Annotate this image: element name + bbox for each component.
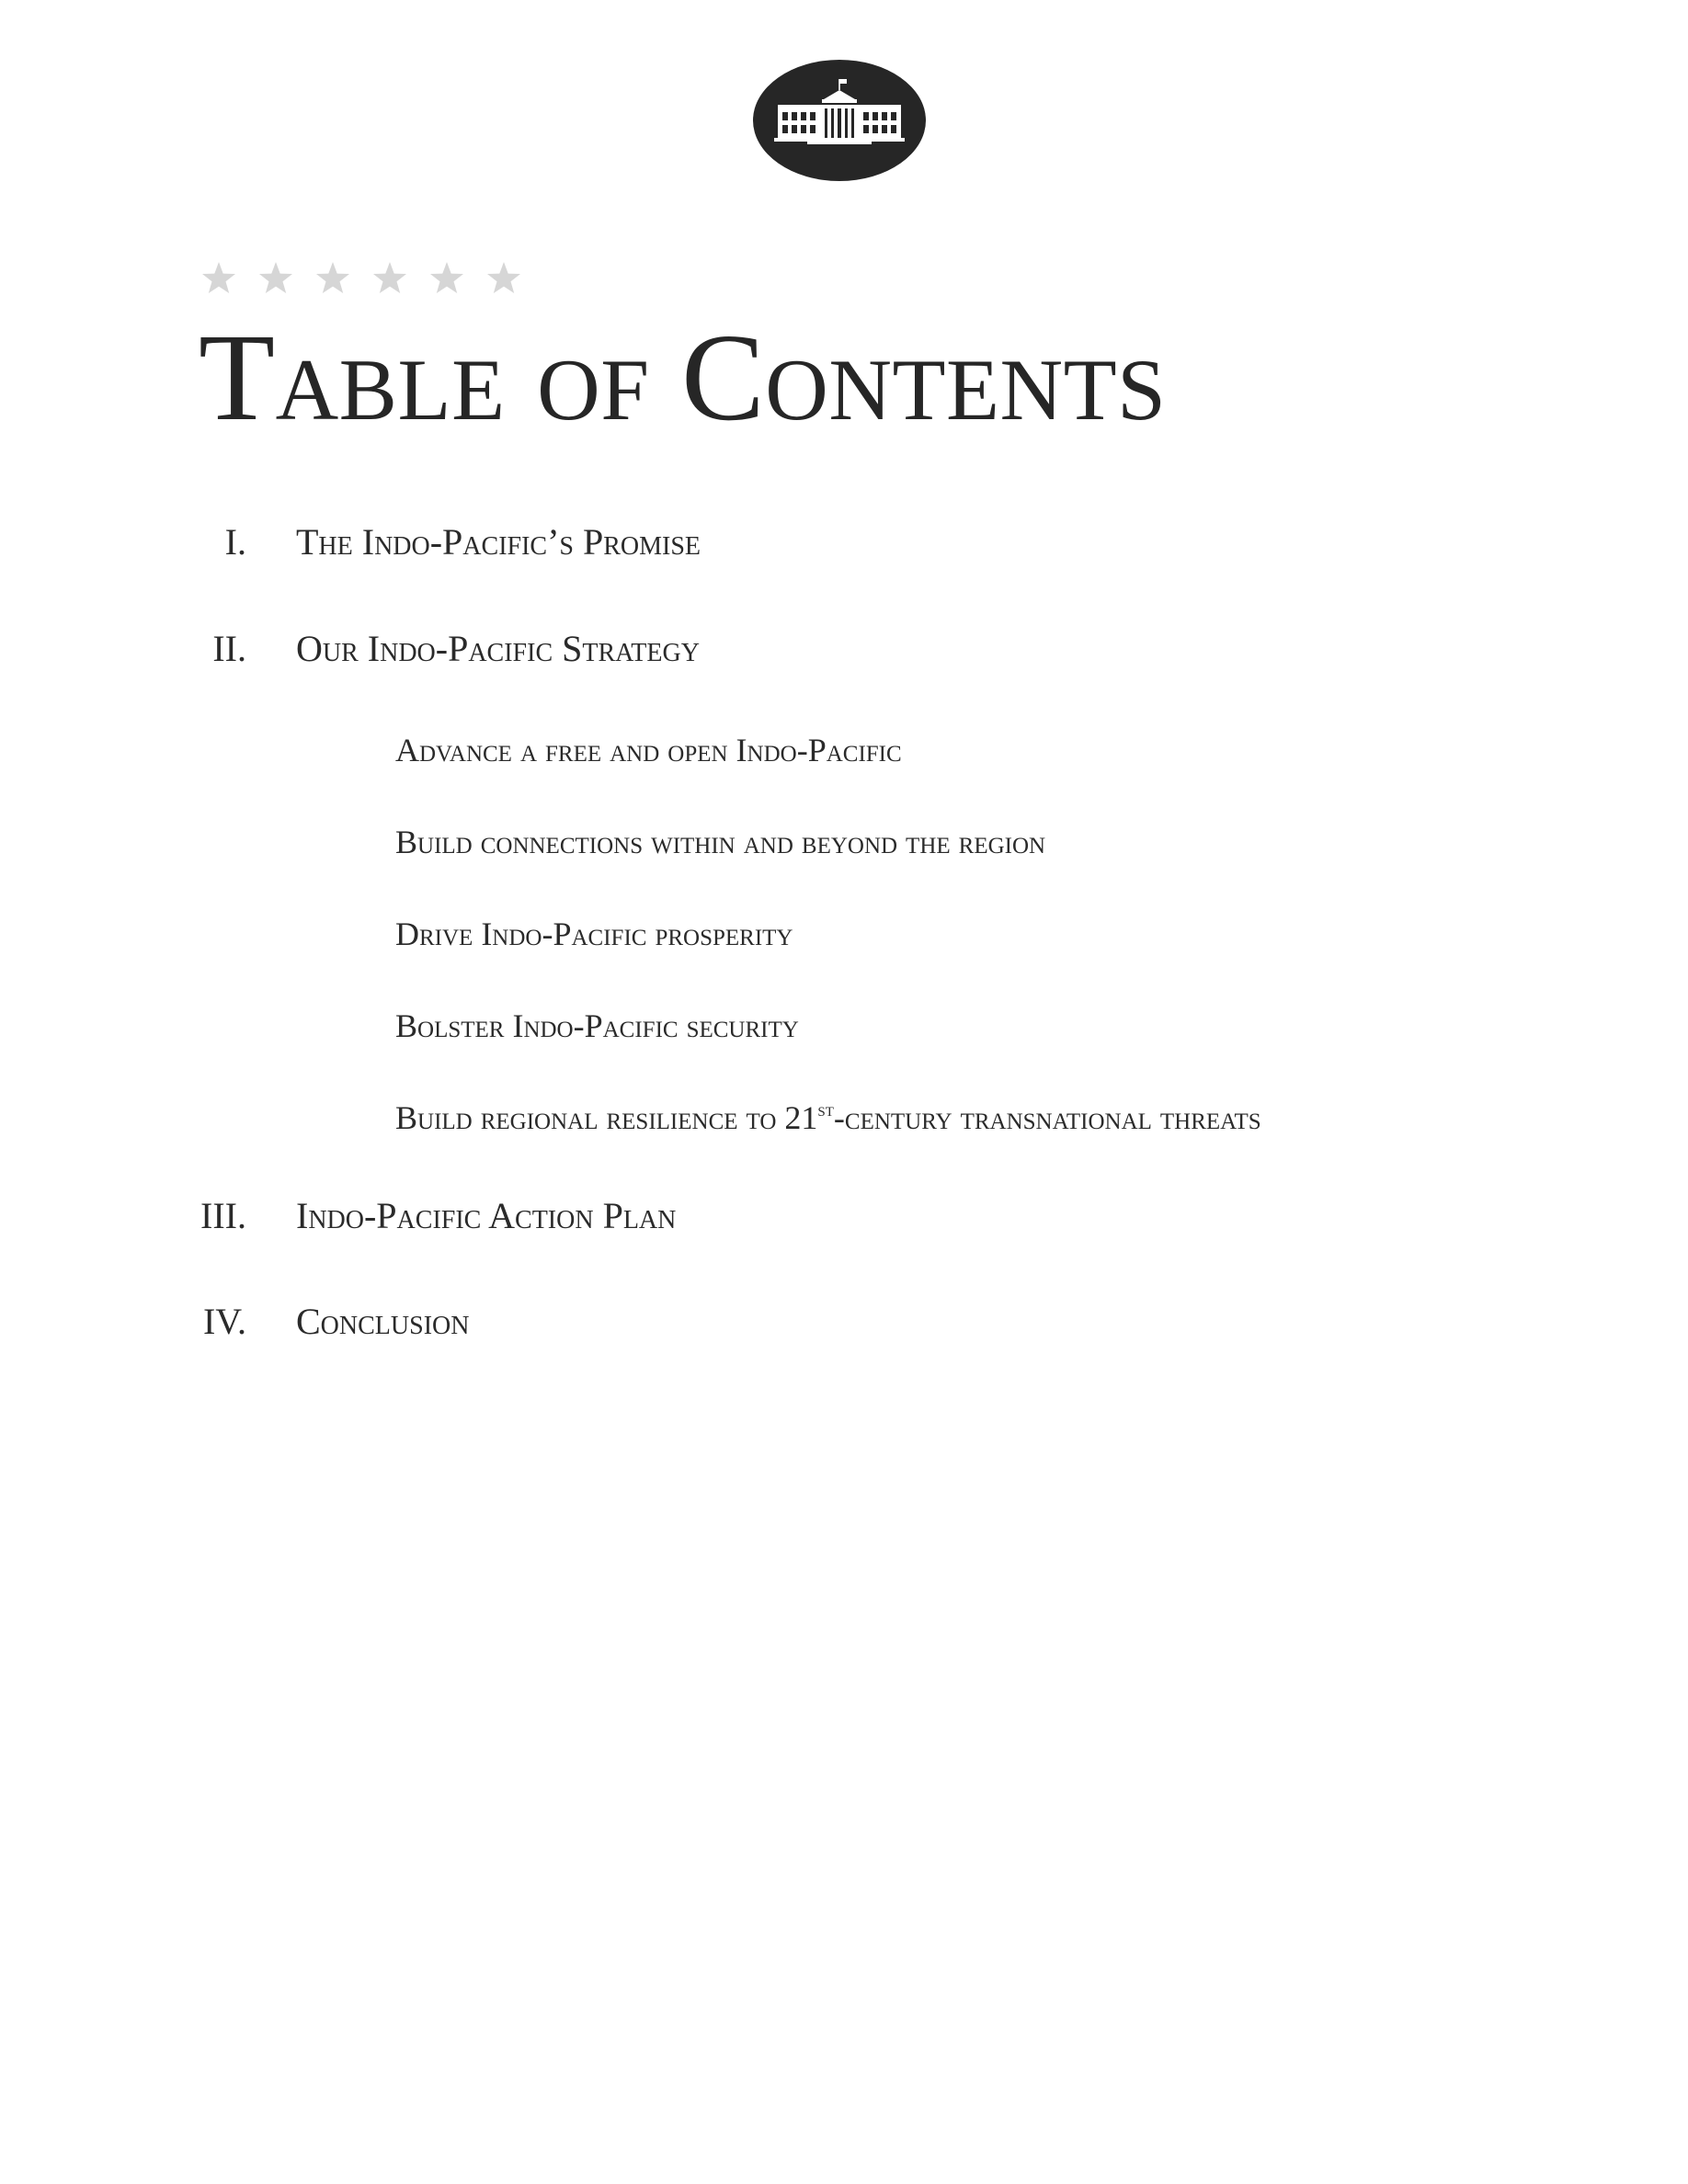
toc-label: Indo-Pacific Action Plan bbox=[296, 1195, 677, 1236]
toc-numeral: II. bbox=[212, 628, 246, 669]
star-icon bbox=[428, 260, 465, 297]
toc-subentry-text: Build regional resilience to 21 bbox=[395, 1099, 818, 1136]
page-title: Table of Contents bbox=[199, 309, 1167, 447]
toc-subentry-1[interactable]: Advance a free and open Indo-Pacific bbox=[395, 732, 902, 768]
toc-entry-section-4[interactable] bbox=[0, 1300, 1688, 1344]
toc-subentry-5[interactable] bbox=[395, 1098, 1261, 1138]
toc-subentry-2[interactable]: Build connections within and beyond the region bbox=[395, 824, 1046, 860]
toc-numeral: III. bbox=[200, 1195, 246, 1236]
star-icon bbox=[200, 260, 237, 297]
white-house-seal-icon bbox=[752, 59, 927, 182]
toc-subentry-text: -century transnational threats bbox=[833, 1099, 1261, 1136]
star-icon bbox=[485, 260, 522, 297]
star-icon bbox=[371, 260, 408, 297]
toc-entry-section-3[interactable] bbox=[0, 1194, 1688, 1238]
toc-numeral: IV. bbox=[202, 1301, 246, 1342]
ordinal-superscript: st bbox=[817, 1098, 834, 1120]
toc-entry-section-1[interactable] bbox=[0, 520, 1688, 564]
toc-label: Our Indo-Pacific Strategy bbox=[296, 628, 700, 669]
toc-numeral: I. bbox=[224, 521, 246, 563]
toc-label: Conclusion bbox=[296, 1301, 470, 1342]
toc-subentry-3[interactable]: Drive Indo-Pacific prosperity bbox=[395, 916, 793, 952]
toc-label: The Indo-Pacific’s Promise bbox=[296, 521, 701, 563]
star-icon bbox=[314, 260, 351, 297]
toc-entry-section-2[interactable] bbox=[0, 627, 1688, 671]
decorative-stars bbox=[200, 256, 542, 301]
star-icon bbox=[257, 260, 294, 297]
toc-subentry-4[interactable]: Bolster Indo-Pacific security bbox=[395, 1007, 799, 1044]
